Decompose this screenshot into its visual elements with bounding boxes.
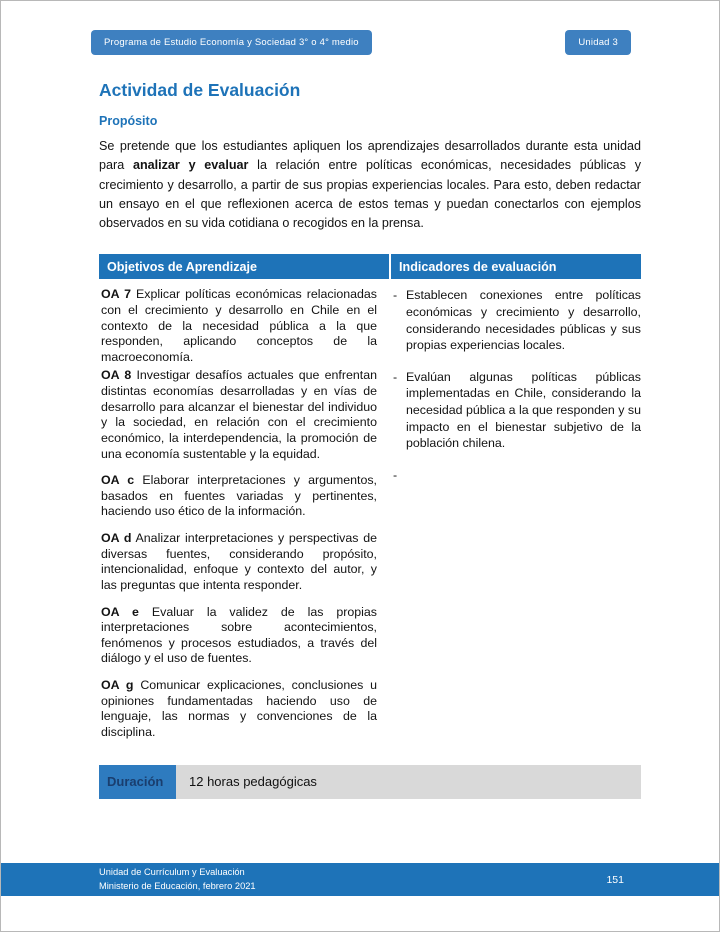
page-content bbox=[1, 80, 719, 799]
program-badge: Programa de Estudio Economía y Sociedad 3° o 4° medio bbox=[91, 30, 372, 55]
bullet-dash: - bbox=[393, 467, 398, 482]
objective-text: Analizar interpretaciones y perspectivas de diversas fuentes, considerando propósito, intencionalidad, enfoque y contexto del autor, y las preguntas que intenta responder. bbox=[101, 531, 378, 592]
objective-text: Comunicar explicaciones, conclusiones u opiniones fundamentadas haciendo uso de lenguaje, las normas y convenciones de la disciplina. bbox=[101, 678, 377, 739]
objective-code: OA c bbox=[101, 473, 135, 488]
objective-text: Elaborar interpretaciones y argumentos, basados en fuentes variadas y pertinentes, haciendo uso ético de la información. bbox=[101, 473, 377, 519]
duration-label: Duración bbox=[99, 765, 176, 799]
objective-text: Explicar políticas económicas relacionadas con el crecimiento y desarrollo en Chile en el contexto de la necesidad pública a la que responden, aplicando conceptos de la macroeconomía. bbox=[101, 287, 377, 364]
objective-code: OA e bbox=[101, 604, 139, 619]
indicator-item bbox=[393, 369, 641, 452]
objective-oae bbox=[101, 605, 377, 668]
indicator-item bbox=[393, 467, 641, 484]
page-title: Actividad de Evaluación bbox=[99, 80, 301, 100]
top-header bbox=[1, 1, 719, 55]
indicator-item bbox=[393, 287, 641, 353]
unit-badge: Unidad 3 bbox=[565, 30, 631, 55]
objective-text: Evaluar la validez de las propias interpretaciones sobre acontecimientos, fenómenos y procesos estudiados, a través del diálogo y el uso de fuentes. bbox=[101, 604, 377, 666]
objective-code: OA g bbox=[101, 678, 134, 693]
indicators-column-header: Indicadores de evaluación bbox=[391, 254, 641, 279]
footer-credits bbox=[99, 866, 256, 892]
objectives-table bbox=[99, 254, 641, 759]
objective-oad bbox=[101, 531, 377, 594]
footer-line2: Ministerio de Educación, febrero 2021 bbox=[99, 880, 256, 891]
duration-value: 12 horas pedagógicas bbox=[176, 765, 641, 799]
indicator-text: Establecen conexiones entre políticas económicas y crecimiento y desarrollo, considerando necesidades públicas y sus propias experiencias locales. bbox=[406, 288, 641, 353]
indicators-cell bbox=[391, 279, 641, 759]
objective-oag bbox=[101, 678, 377, 741]
table-header-row bbox=[99, 254, 641, 279]
table-body bbox=[99, 279, 641, 759]
bullet-dash: - bbox=[393, 288, 398, 303]
intro-text-post: la relación entre políticas económicas, necesidades públicas y crecimiento y desarrollo, a partir de sus propias experiencias locales. Para esto, deben redactar un ensayo en el que reflexionen acerca de estos temas y puedan conectarlos con ejemplos observados en su vida cotidiana o recogidos en la prensa. bbox=[99, 158, 641, 231]
objective-oa8 bbox=[101, 368, 377, 462]
indicator-text bbox=[406, 467, 641, 484]
purpose-heading: Propósito bbox=[99, 114, 158, 128]
objective-oa7 bbox=[101, 287, 377, 365]
intro-text-bold: analizar y evaluar bbox=[132, 158, 249, 173]
objective-code: OA d bbox=[101, 531, 132, 546]
objective-text: Investigar desafíos actuales que enfrentan distintas economías desarrolladas y en vías de desarrollo para alcanzar el bienestar del individuo y la sociedad, en relación con el crecimiento económico, la interdependencia, la promoción de una economía sustentable y la equidad. bbox=[101, 368, 377, 461]
objective-code: OA 7 bbox=[101, 287, 132, 302]
indicator-text: Evalúan algunas políticas públicas implementadas en Chile, considerando la necesidad pública a la que responden y su impacto en el bienestar subjetivo de la población chilena. bbox=[406, 369, 641, 451]
objective-code: OA 8 bbox=[101, 368, 132, 383]
intro-text-pre: Se pretende que los estudiantes apliquen los aprendizajes desarrollados durante esta unidad para bbox=[99, 139, 641, 173]
page-footer bbox=[1, 863, 719, 896]
intro-paragraph bbox=[99, 137, 641, 233]
objectives-column-header: Objetivos de Aprendizaje bbox=[99, 254, 391, 279]
page-number: 151 bbox=[606, 873, 624, 886]
bullet-dash: - bbox=[393, 369, 398, 384]
objectives-cell bbox=[99, 279, 391, 759]
duration-row bbox=[99, 765, 641, 799]
objective-oac bbox=[101, 473, 377, 520]
footer-line1: Unidad de Currículum y Evaluación bbox=[99, 867, 245, 878]
